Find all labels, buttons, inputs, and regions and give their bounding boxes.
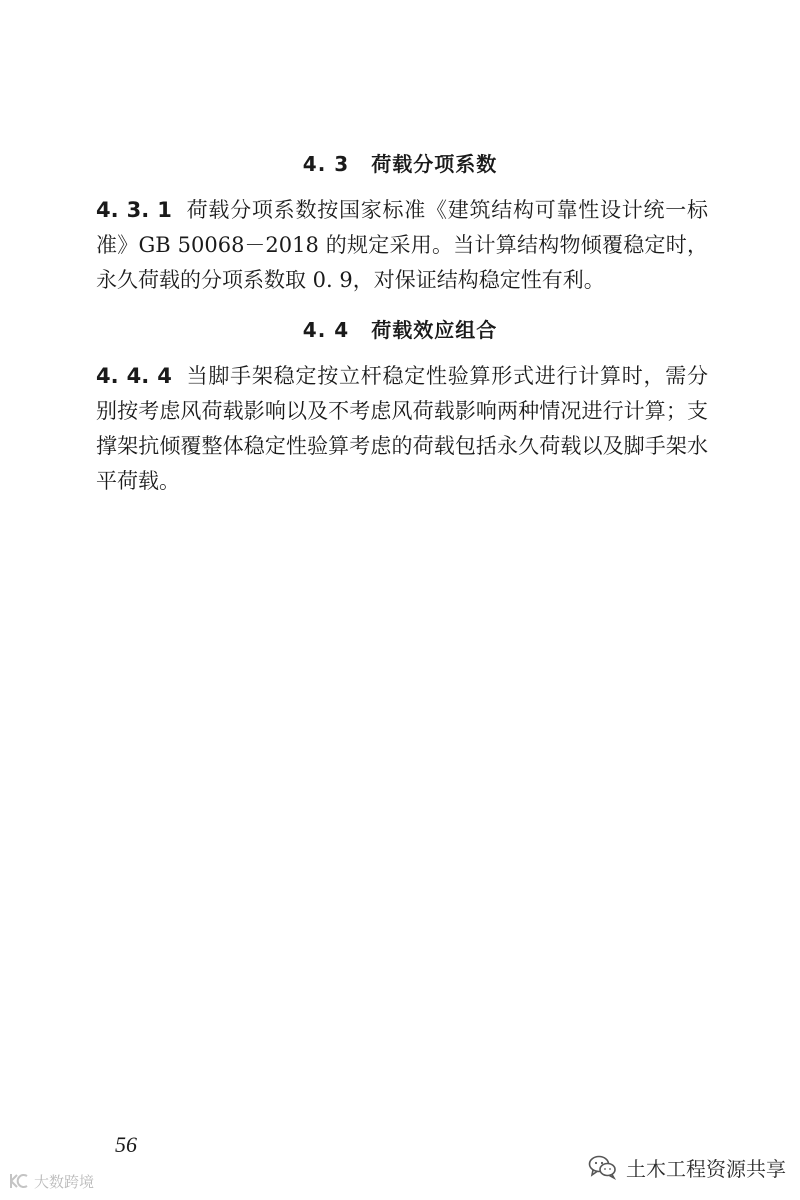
logo-icon bbox=[8, 1172, 30, 1190]
watermark-right-text: 土木工程资源共享 bbox=[626, 1156, 786, 1181]
clause-4-4-4 bbox=[96, 359, 708, 499]
clause-4-3-1 bbox=[96, 193, 708, 298]
section-heading-4-3 bbox=[0, 148, 800, 177]
section-number: 4. 4 bbox=[302, 318, 350, 342]
section-title: 荷载效应组合 bbox=[371, 318, 498, 342]
watermark-right bbox=[588, 1152, 786, 1182]
wechat-icon bbox=[588, 1154, 618, 1180]
clause-number: 4. 3. 1 bbox=[96, 198, 172, 222]
clause-text: 荷载分项系数按国家标准《建筑结构可靠性设计统一标准》GB 50068－2018 的规定采用。当计算结构物倾覆稳定时，永久荷载的分项系数取 0. 9，对保证结构稳定性有利。 bbox=[96, 198, 708, 292]
section-title: 荷载分项系数 bbox=[371, 152, 498, 176]
clause-number: 4. 4. 4 bbox=[96, 364, 172, 388]
section-number: 4. 3 bbox=[302, 152, 350, 176]
page-number: 56 bbox=[115, 1132, 137, 1157]
watermark-left bbox=[8, 1170, 94, 1192]
watermark-left-text: 大数跨境 bbox=[34, 1172, 95, 1191]
clause-text: 当脚手架稳定按立杆稳定性验算形式进行计算时，需分别按考虑风荷载影响以及不考虑风荷载影响两种情况进行计算；支撑架抗倾覆整体稳定性验算考虑的荷载包括永久荷载以及脚手架水平荷载。 bbox=[96, 364, 708, 493]
section-heading-4-4 bbox=[0, 314, 800, 343]
